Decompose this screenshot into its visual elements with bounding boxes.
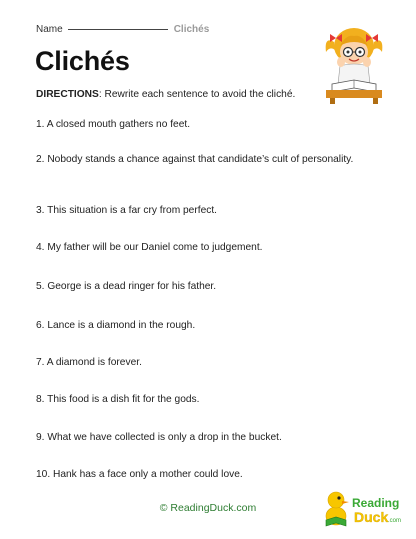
question-5: 5. George is a dead ringer for his father. bbox=[36, 281, 217, 292]
question-10: 10. Hank has a face only a mother could love. bbox=[36, 469, 243, 480]
directions-text: : Rewrite each sentence to avoid the cliché. bbox=[98, 89, 296, 100]
name-label: Name bbox=[36, 24, 63, 35]
question-7: 7. A diamond is forever. bbox=[36, 357, 142, 368]
girl-reading-icon bbox=[322, 22, 386, 104]
question-3: 3. This situation is a far cry from perfect. bbox=[36, 205, 217, 216]
logo-text-duck: Duck bbox=[354, 509, 389, 525]
question-9: 9. What we have collected is only a drop in the bucket. bbox=[36, 432, 282, 443]
question-2: 2. Nobody stands a chance against that candidate’s cult of personality. bbox=[36, 154, 354, 165]
question-4: 4. My father will be our Daniel come to judgement. bbox=[36, 242, 263, 253]
topic-label: Clichés bbox=[173, 24, 210, 35]
directions bbox=[36, 89, 295, 100]
name-row bbox=[36, 24, 209, 35]
duck-logo-icon bbox=[322, 486, 408, 530]
name-blank-line bbox=[68, 29, 168, 30]
directions-label: DIRECTIONS bbox=[36, 89, 99, 100]
question-8: 8. This food is a dish fit for the gods. bbox=[36, 394, 200, 405]
page-title: Clichés bbox=[35, 46, 130, 76]
question-6: 6. Lance is a diamond in the rough. bbox=[36, 320, 196, 331]
question-1: 1. A closed mouth gathers no feet. bbox=[36, 119, 191, 130]
logo-text-reading: Reading bbox=[352, 496, 400, 510]
logo-text-suffix: .com bbox=[388, 518, 402, 524]
copyright-footer: © ReadingDuck.com bbox=[159, 502, 257, 514]
